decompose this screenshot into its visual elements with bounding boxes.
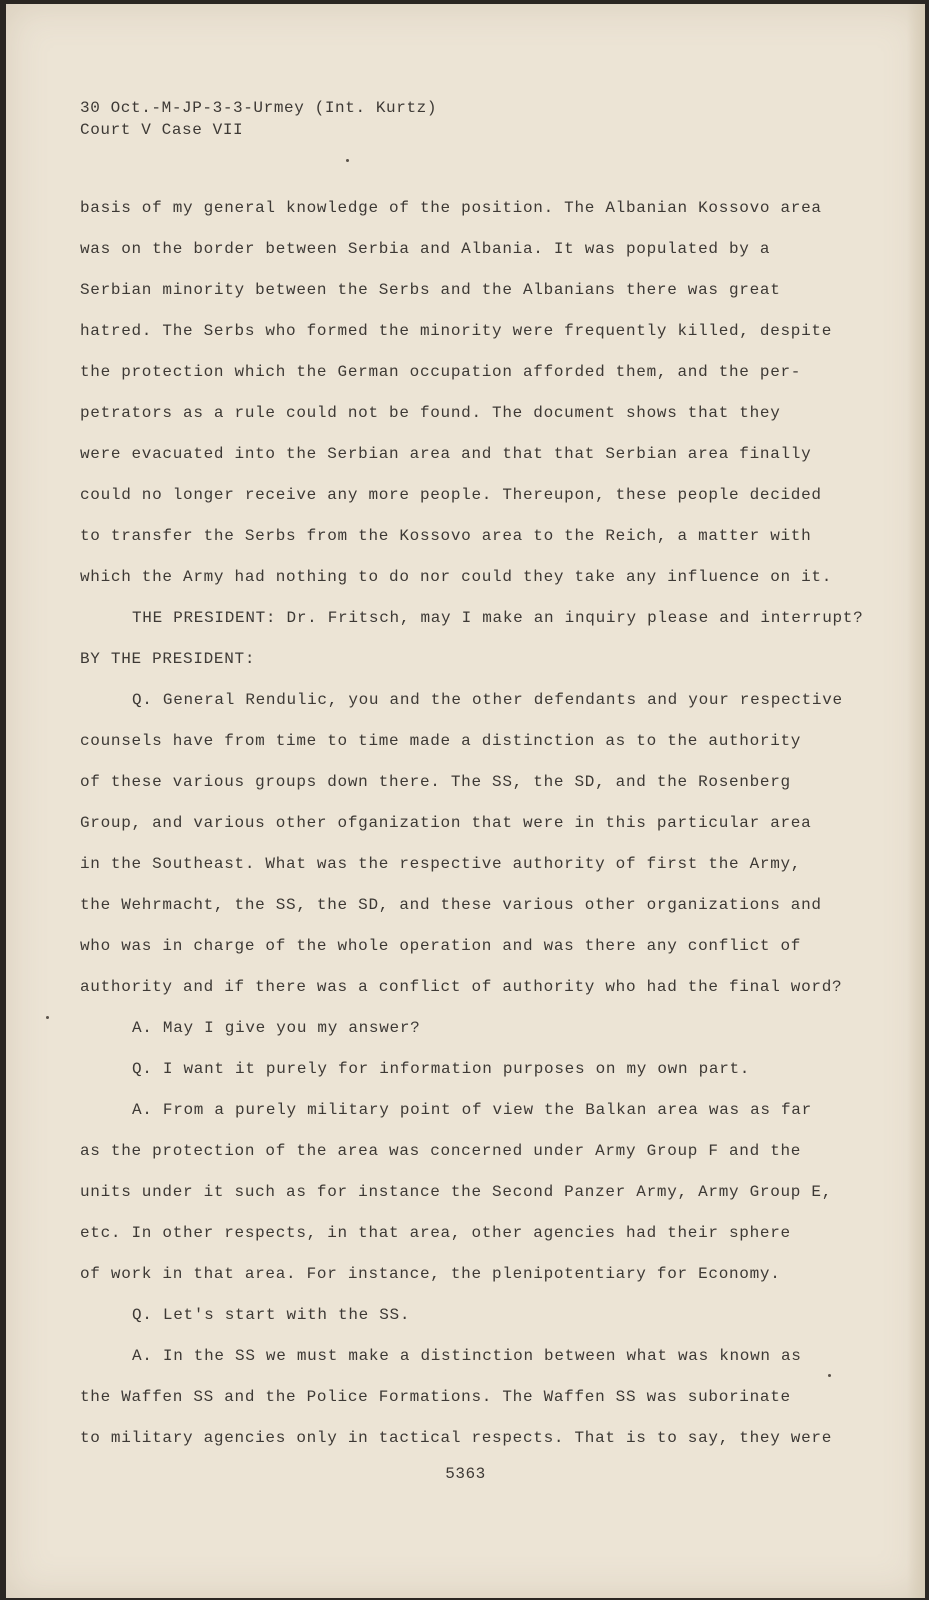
transcript-line: in the Southeast. What was the respective authority of first the Army,	[80, 855, 802, 873]
transcript-line: petrators as a rule could not be found. The document shows that they	[80, 404, 781, 422]
transcript-line: as the protection of the area was concerned under Army Group F and the	[80, 1142, 802, 1160]
transcript-line: A. May I give you my answer?	[132, 1019, 421, 1037]
transcript-line: of work in that area. For instance, the plenipotentiary for Economy.	[80, 1265, 781, 1283]
transcript-line: etc. In other respects, in that area, other agencies had their sphere	[80, 1224, 791, 1242]
page-edge-shadow	[907, 4, 925, 1598]
transcript-line: who was in charge of the whole operation and was there any conflict of	[80, 937, 802, 955]
transcript-line: were evacuated into the Serbian area and that that Serbian area finally	[80, 445, 812, 463]
transcript-line: of these various groups down there. The SS, the SD, and the Rosenberg	[80, 773, 791, 791]
header-line-court: Court V Case VII	[80, 121, 244, 139]
transcript-line: Q. I want it purely for information purposes on my own part.	[132, 1060, 751, 1078]
transcript-line: authority and if there was a conflict of authority who had the final word?	[80, 978, 843, 996]
transcript-line: A. From a purely military point of view the Balkan area was as far	[132, 1101, 812, 1119]
ink-speck	[46, 1016, 49, 1019]
transcript-line: was on the border between Serbia and Albania. It was populated by a	[80, 240, 771, 258]
ink-speck	[346, 159, 349, 162]
transcript-line: Group, and various other ofganization that were in this particular area	[80, 814, 812, 832]
transcript-line: units under it such as for instance the Second Panzer Army, Army Group E,	[80, 1183, 833, 1201]
page-number: 5363	[445, 1465, 486, 1483]
transcript-line: Q. Let's start with the SS.	[132, 1306, 411, 1324]
transcript-line: Serbian minority between the Serbs and the Albanians there was great	[80, 281, 781, 299]
transcript-line: the protection which the German occupation afforded them, and the per-	[80, 363, 802, 381]
transcript-line: the Waffen SS and the Police Formations. The Waffen SS was suborinate	[80, 1388, 791, 1406]
transcript-line: could no longer receive any more people. Thereupon, these people decided	[80, 486, 822, 504]
transcript-body	[80, 197, 864, 1468]
header-line-date: 30 Oct.-M-JP-3-3-Urmey (Int. Kurtz)	[80, 99, 438, 117]
transcript-line: hatred. The Serbs who formed the minority were frequently killed, despite	[80, 322, 833, 340]
transcript-line: THE PRESIDENT: Dr. Fritsch, may I make an inquiry please and interrupt?	[132, 609, 864, 627]
transcript-line: basis of my general knowledge of the position. The Albanian Kossovo area	[80, 199, 822, 217]
transcript-line: Q. General Rendulic, you and the other defendants and your respective	[132, 691, 843, 709]
transcript-line: A. In the SS we must make a distinction between what was known as	[132, 1347, 802, 1365]
document-page	[6, 4, 925, 1598]
ink-speck	[828, 1374, 831, 1377]
transcript-line: BY THE PRESIDENT:	[80, 650, 256, 668]
transcript-line: the Wehrmacht, the SS, the SD, and these various other organizations and	[80, 896, 822, 914]
transcript-line: to military agencies only in tactical respects. That is to say, they were	[80, 1429, 833, 1447]
transcript-line: to transfer the Serbs from the Kossovo area to the Reich, a matter with	[80, 527, 812, 545]
transcript-line: counsels have from time to time made a distinction as to the authority	[80, 732, 802, 750]
document-header	[80, 97, 437, 141]
transcript-line: which the Army had nothing to do nor could they take any influence on it.	[80, 568, 833, 586]
